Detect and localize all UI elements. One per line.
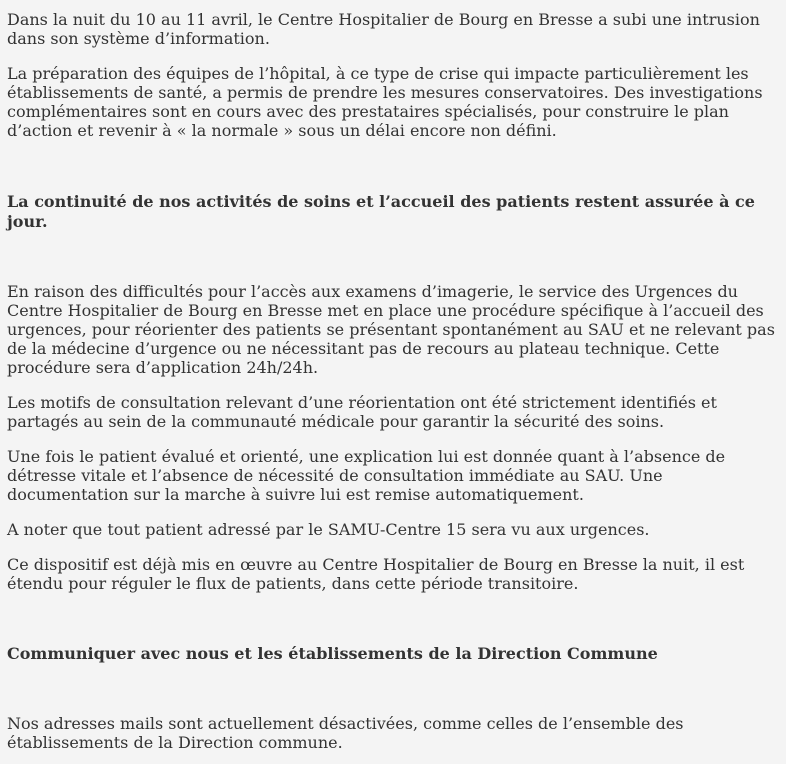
samu-paragraph: A noter que tout patient adressé par le SAMU-Centre 15 sera vu aux urgences.: [7, 520, 650, 539]
reorientation-paragraph: Les motifs de consultation relevant d’une réorientation ont été strictement identifiés et partagés au sein de la communauté médicale pour garantir la sécurité des soins.: [7, 393, 717, 431]
preparation-paragraph: La préparation des équipes de l’hôpital, à ce type de crise qui impacte particulièrement les établissements de santé, a permis de prendre les mesures conservatoires. Des investigations complémentaires sont en cours avec des prestataires spécialisés, pour construire le plan d’action et revenir à « la normale » sous un délai encore non défini.: [7, 64, 763, 140]
spacer: [7, 593, 778, 644]
spacer: [7, 140, 778, 192]
email-paragraph: Nos adresses mails sont actuellement désactivées, comme celles de l’ensemble des établissements de la Direction commune.: [7, 714, 684, 752]
continuity-heading: La continuité de nos activités de soins et l’accueil des patients restent assurée à ce jour.: [7, 192, 755, 231]
explanation-paragraph: Une fois le patient évalué et orienté, une explication lui est donnée quant à l’absence de détresse vitale et l’absence de nécessité de consultation immédiate au SAU. Une documentation sur la marche à suivre lui est remise automatiquement.: [7, 447, 726, 504]
spacer: [7, 232, 778, 282]
communication-heading: Communiquer avec nous et les établissements de la Direction Commune: [7, 644, 658, 663]
intro-paragraph: Dans la nuit du 10 au 11 avril, le Centre Hospitalier de Bourg en Bresse a subi une intrusion dans son système d’information.: [7, 10, 760, 48]
imaging-paragraph: En raison des difficultés pour l’accès aux examens d’imagerie, le service des Urgences du Centre Hospitalier de Bourg en Bresse met en place une procédure spécifique à l’accueil des urgences, pour réorienter des patients se présentant spontanément au SAU et ne relevant pas de la médecine d’urgence ou ne nécessitant pas de recours au plateau technique. Cette procédure sera d’application 24h/24h.: [7, 282, 775, 377]
dispositif-paragraph: Ce dispositif est déjà mis en œuvre au Centre Hospitalier de Bourg en Bresse la nuit, il est étendu pour réguler le flux de patients, dans cette période transitoire.: [7, 555, 745, 593]
spacer: [7, 664, 778, 714]
